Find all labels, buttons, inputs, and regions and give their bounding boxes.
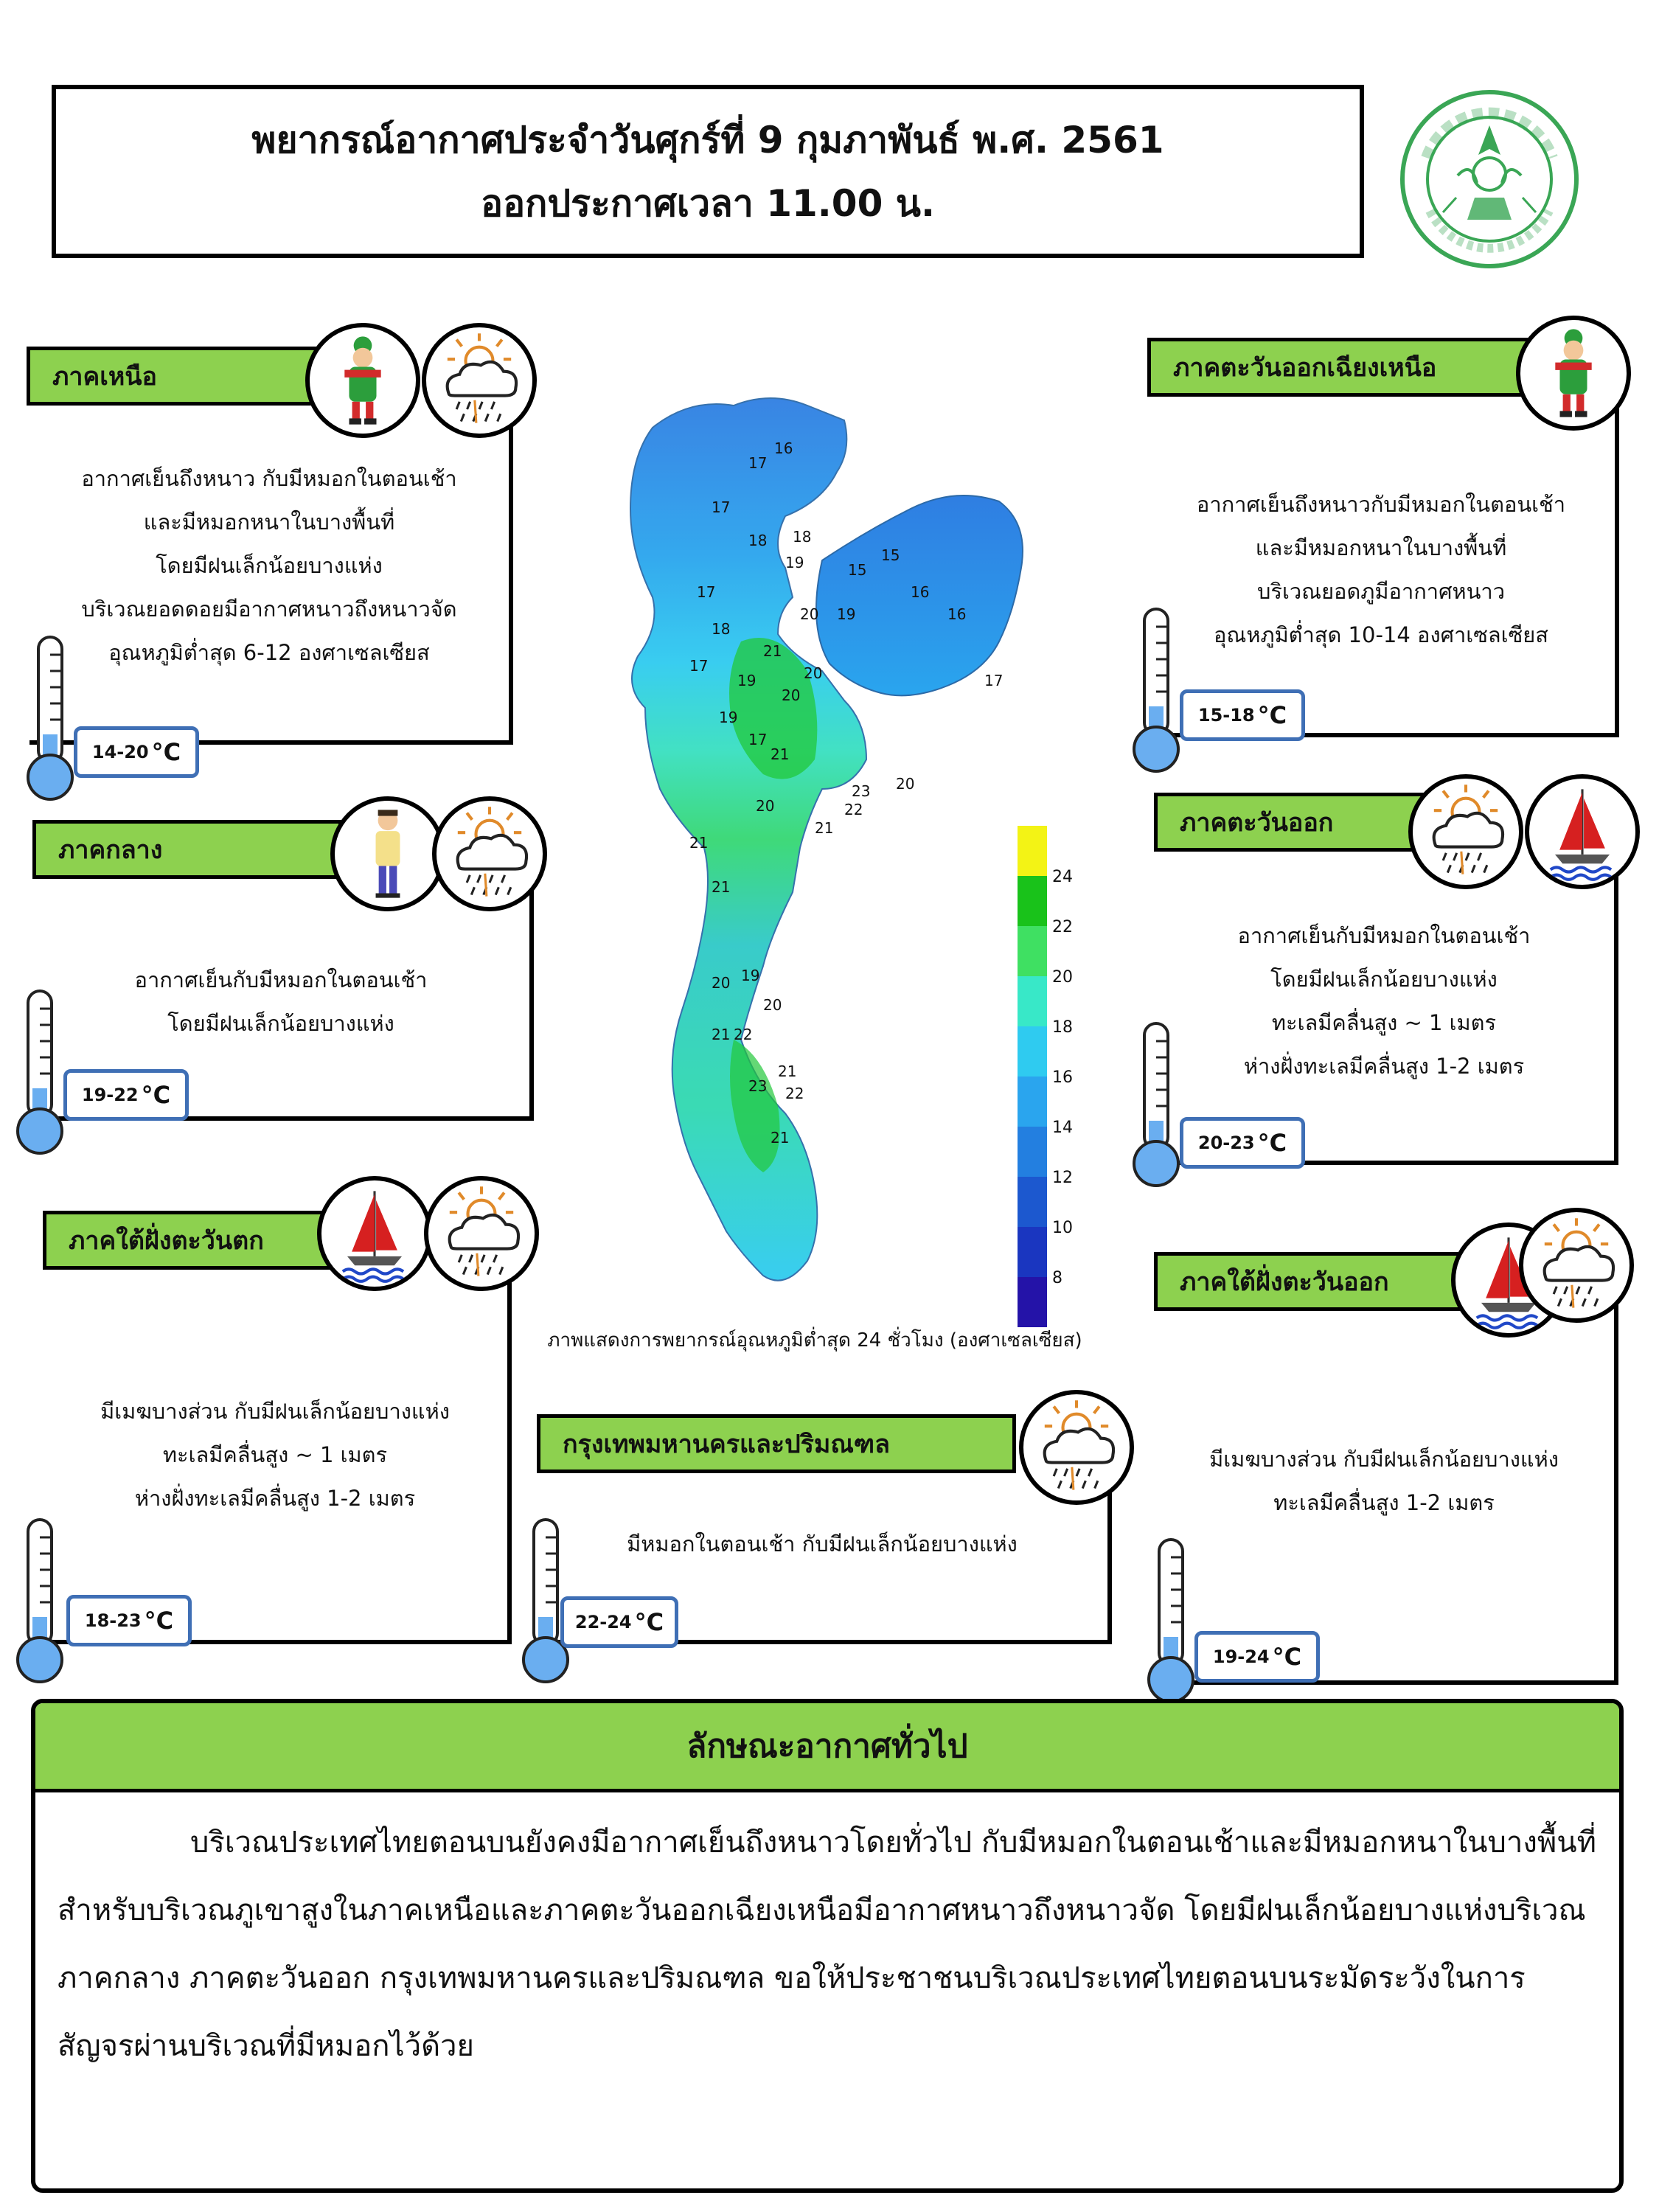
contour-label: 21 [712, 878, 731, 896]
region-tab-northeast [1147, 338, 1545, 397]
legend-swatch [1018, 1026, 1047, 1077]
legend-swatch [1018, 876, 1047, 926]
temperature-unit: °C [1257, 701, 1287, 729]
forecast-line: อากาศเย็นกับมีหมอกในตอนเช้า [1237, 923, 1531, 948]
legend-tick: 12 [1052, 1169, 1073, 1187]
temperature-badge [560, 1596, 678, 1648]
forecast-line: บริเวณยอดดอยมีอากาศหนาวถึงหนาวจัด [81, 597, 457, 622]
forecast-line: โดยมีฝนเล็กน้อยบางแห่ง [156, 553, 383, 578]
contour-label: 18 [748, 532, 768, 549]
contour-label: 15 [848, 561, 867, 579]
forecast-line: มีเมฆบางส่วน กับมีฝนเล็กน้อยบางแห่ง [1209, 1447, 1559, 1472]
cold-person-icon [1516, 316, 1631, 431]
fog-rain-icon [432, 796, 547, 911]
legend-tick: 24 [1052, 868, 1073, 886]
region-name: ภาคตะวันออกเฉียงเหนือ [1173, 353, 1437, 383]
region-panel-northeast [1147, 372, 1619, 737]
thermometer-icon [1127, 605, 1186, 774]
forecast-line: ทะเลมีคลื่นสูง ~ 1 เมตร [1271, 1010, 1497, 1035]
map-caption: ภาพแสดงการพยากรณ์อุณหภูมิต่ำสุด 24 ชั่วโมง (องศาเซลเซียส) [547, 1329, 1082, 1352]
header-box [52, 85, 1364, 258]
contour-label: 20 [756, 797, 775, 815]
temperature-range: 14-20 [91, 742, 149, 762]
contour-label: 19 [737, 672, 757, 689]
temperature-unit: °C [1257, 1129, 1287, 1157]
temperature-unit: °C [634, 1608, 664, 1636]
region-panel-south-west [43, 1253, 512, 1644]
contour-label: 17 [697, 583, 716, 601]
legend-tick: 20 [1052, 968, 1073, 987]
contour-label: 19 [837, 605, 856, 623]
legend-swatch [1018, 1277, 1047, 1327]
legend-tick: 22 [1052, 918, 1073, 936]
cold-person-icon [305, 323, 420, 438]
contour-label: 19 [719, 709, 738, 726]
cool-person-icon [330, 796, 445, 911]
legend-swatch [1018, 926, 1047, 976]
contour-label: 20 [763, 996, 782, 1014]
region-name: กรุงเทพมหานครและปริมณฑล [563, 1430, 890, 1459]
contour-label: 21 [815, 819, 834, 837]
forecast-line: ทะเลมีคลื่นสูง 1-2 เมตร [1273, 1490, 1495, 1515]
legend-tick: 8 [1052, 1269, 1062, 1287]
region-name: ภาคใต้ฝั่งตะวันออก [1180, 1267, 1389, 1297]
temperature-range: 22-24 [574, 1612, 632, 1632]
contour-label: 22 [785, 1085, 804, 1102]
region-name: ภาคกลาง [58, 835, 163, 865]
temperature-color-legend [1014, 826, 1095, 1327]
forecast-line: ห่างฝั่งทะเลมีคลื่นสูง 1-2 เมตร [1243, 1054, 1525, 1079]
contour-label: 15 [881, 546, 900, 564]
legend-tick: 10 [1052, 1219, 1073, 1237]
contour-label: 21 [689, 834, 709, 852]
region-tab-south-west [43, 1211, 352, 1270]
forecast-line: และมีหมอกหนาในบางพื้นที่ [143, 509, 395, 535]
sailboat-icon [317, 1176, 432, 1291]
contour-label: 22 [844, 801, 863, 818]
temperature-unit: °C [144, 1607, 174, 1635]
forecast-line: อุณหภูมิต่ำสุด 6-12 องศาเซลเซียส [108, 640, 430, 665]
forecast-line: อากาศเย็นถึงหนาว กับมีหมอกในตอนเช้า [81, 466, 457, 491]
contour-label: 17 [984, 672, 1004, 689]
contour-label: 21 [712, 1026, 731, 1043]
thermometer-icon [10, 987, 69, 1156]
page-title: พยากรณ์อากาศประจำวันศุกร์ที่ 9 กุมภาพันธ์ พ.ศ. 2561 [251, 118, 1164, 161]
forecast-line: อากาศเย็นกับมีหมอกในตอนเช้า [134, 967, 428, 992]
general-weather-text: บริเวณประเทศไทยตอนบนยังคงมีอากาศเย็นถึงหนาวโดยทั่วไป กับมีหมอกในตอนเช้าและมีหมอกหนาในบางพื้นที่ สำหรับบริเวณภูเขาสูงในภาคเหนือและภาคตะวันออกเฉียงเหนือมีอากาศหนาวถึงหนาวจัด โดยมีฝนเล็กน้อยบางแห่งบริเวณภาคกลาง ภาคตะวันออก กรุงเทพมหานครและปริมณฑล ขอให้ประชาชนบริเวณประเทศไทยตอนบนระมัดระวังในการสัญจรผ่านบริเวณที่มีหมอกไว้ด้วย [58, 1826, 1596, 2063]
contour-label: 18 [793, 528, 812, 546]
temperature-range: 19-22 [81, 1085, 139, 1105]
contour-label: 20 [712, 974, 731, 992]
legend-swatch [1018, 826, 1047, 876]
forecast-line: ทะเลมีคลื่นสูง ~ 1 เมตร [162, 1442, 388, 1467]
temperature-range: 18-23 [84, 1610, 142, 1631]
contour-label: 20 [896, 775, 915, 793]
region-panel-south-east [1154, 1283, 1618, 1685]
fog-rain-icon [422, 323, 537, 438]
contour-label: 23 [748, 1077, 768, 1095]
temperature-range: 20-23 [1197, 1133, 1255, 1153]
thermometer-icon [10, 1515, 69, 1685]
temperature-unit: °C [141, 1081, 171, 1109]
fog-rain-icon [424, 1176, 539, 1291]
forecast-line: โดยมีฝนเล็กน้อยบางแห่ง [1270, 967, 1498, 992]
contour-label: 21 [778, 1062, 797, 1080]
temperature-badge [74, 726, 199, 778]
region-tab-bangkok [537, 1414, 1016, 1473]
thermometer-icon [1127, 1019, 1186, 1189]
region-panel-north [29, 383, 513, 745]
temperature-unit: °C [151, 738, 181, 766]
thermometer-icon [1141, 1535, 1200, 1705]
temperature-badge [1180, 1117, 1305, 1169]
contour-label: 19 [741, 967, 760, 984]
contour-label: 17 [689, 657, 709, 675]
sailboat-icon [1525, 774, 1640, 889]
thermometer-icon [21, 633, 80, 802]
contour-label: 16 [947, 605, 967, 623]
contour-label: 17 [748, 731, 768, 748]
legend-tick: 16 [1052, 1068, 1073, 1087]
contour-label: 22 [734, 1026, 753, 1043]
temperature-range: 15-18 [1197, 705, 1255, 726]
fog-rain-icon [1019, 1390, 1134, 1505]
region-tab-central [32, 820, 342, 879]
contour-label: 21 [763, 642, 782, 660]
legend-tick: 18 [1052, 1018, 1073, 1037]
meteorological-department-seal-icon [1397, 87, 1582, 271]
legend-swatch [1018, 1127, 1047, 1177]
contour-label: 17 [712, 498, 731, 516]
temperature-unit: °C [1272, 1643, 1302, 1671]
region-name: ภาคเหนือ [52, 362, 157, 392]
contour-label: 23 [852, 782, 871, 800]
contour-label: 18 [712, 620, 731, 638]
temperature-badge [1194, 1631, 1320, 1683]
legend-tick: 14 [1052, 1119, 1073, 1137]
forecast-line: อุณหภูมิต่ำสุด 10-14 องศาเซลเซียส [1214, 622, 1548, 647]
issue-time: ออกประกาศเวลา 11.00 น. [481, 181, 935, 225]
forecast-line: มีเมฆบางส่วน กับมีฝนเล็กน้อยบางแห่ง [100, 1399, 450, 1424]
fog-rain-icon [1519, 1208, 1634, 1323]
forecast-line: อากาศเย็นถึงหนาวกับมีหมอกในตอนเช้า [1196, 492, 1566, 517]
contour-label: 17 [748, 454, 768, 472]
legend-swatch [1018, 1227, 1047, 1277]
temperature-range: 19-24 [1212, 1646, 1270, 1667]
contour-label: 21 [771, 1129, 790, 1147]
legend-swatch [1018, 976, 1047, 1026]
contour-label: 19 [785, 554, 804, 571]
contour-label: 20 [800, 605, 819, 623]
contour-label: 20 [804, 664, 823, 682]
region-name: ภาคตะวันออก [1180, 808, 1334, 838]
fog-rain-icon [1408, 774, 1523, 889]
forecast-line: โดยมีฝนเล็กน้อยบางแห่ง [167, 1011, 394, 1036]
general-weather-panel [31, 1699, 1624, 2193]
forecast-line: และมีหมอกหนาในบางพื้นที่ [1255, 535, 1507, 560]
contour-label: 20 [782, 686, 801, 704]
forecast-line: มีหมอกในตอนเช้า กับมีฝนเล็กน้อยบางแห่ง [627, 1531, 1018, 1557]
forecast-line: บริเวณยอดภูมีอากาศหนาว [1256, 579, 1506, 604]
contour-label: 16 [911, 583, 930, 601]
contour-label: 21 [771, 745, 790, 763]
contour-label: 16 [774, 439, 793, 457]
forecast-line: ห่างฝั่งทะเลมีคลื่นสูง 1-2 เมตร [134, 1486, 416, 1511]
temperature-badge [66, 1595, 192, 1646]
legend-swatch [1018, 1177, 1047, 1227]
region-name: ภาคใต้ฝั่งตะวันตก [69, 1226, 264, 1256]
temperature-badge [63, 1069, 189, 1121]
legend-swatch [1018, 1077, 1047, 1127]
general-weather-title: ลักษณะอากาศทั่วไป [35, 1703, 1619, 1792]
region-tab-south-east [1154, 1252, 1486, 1311]
temperature-badge [1180, 689, 1305, 741]
